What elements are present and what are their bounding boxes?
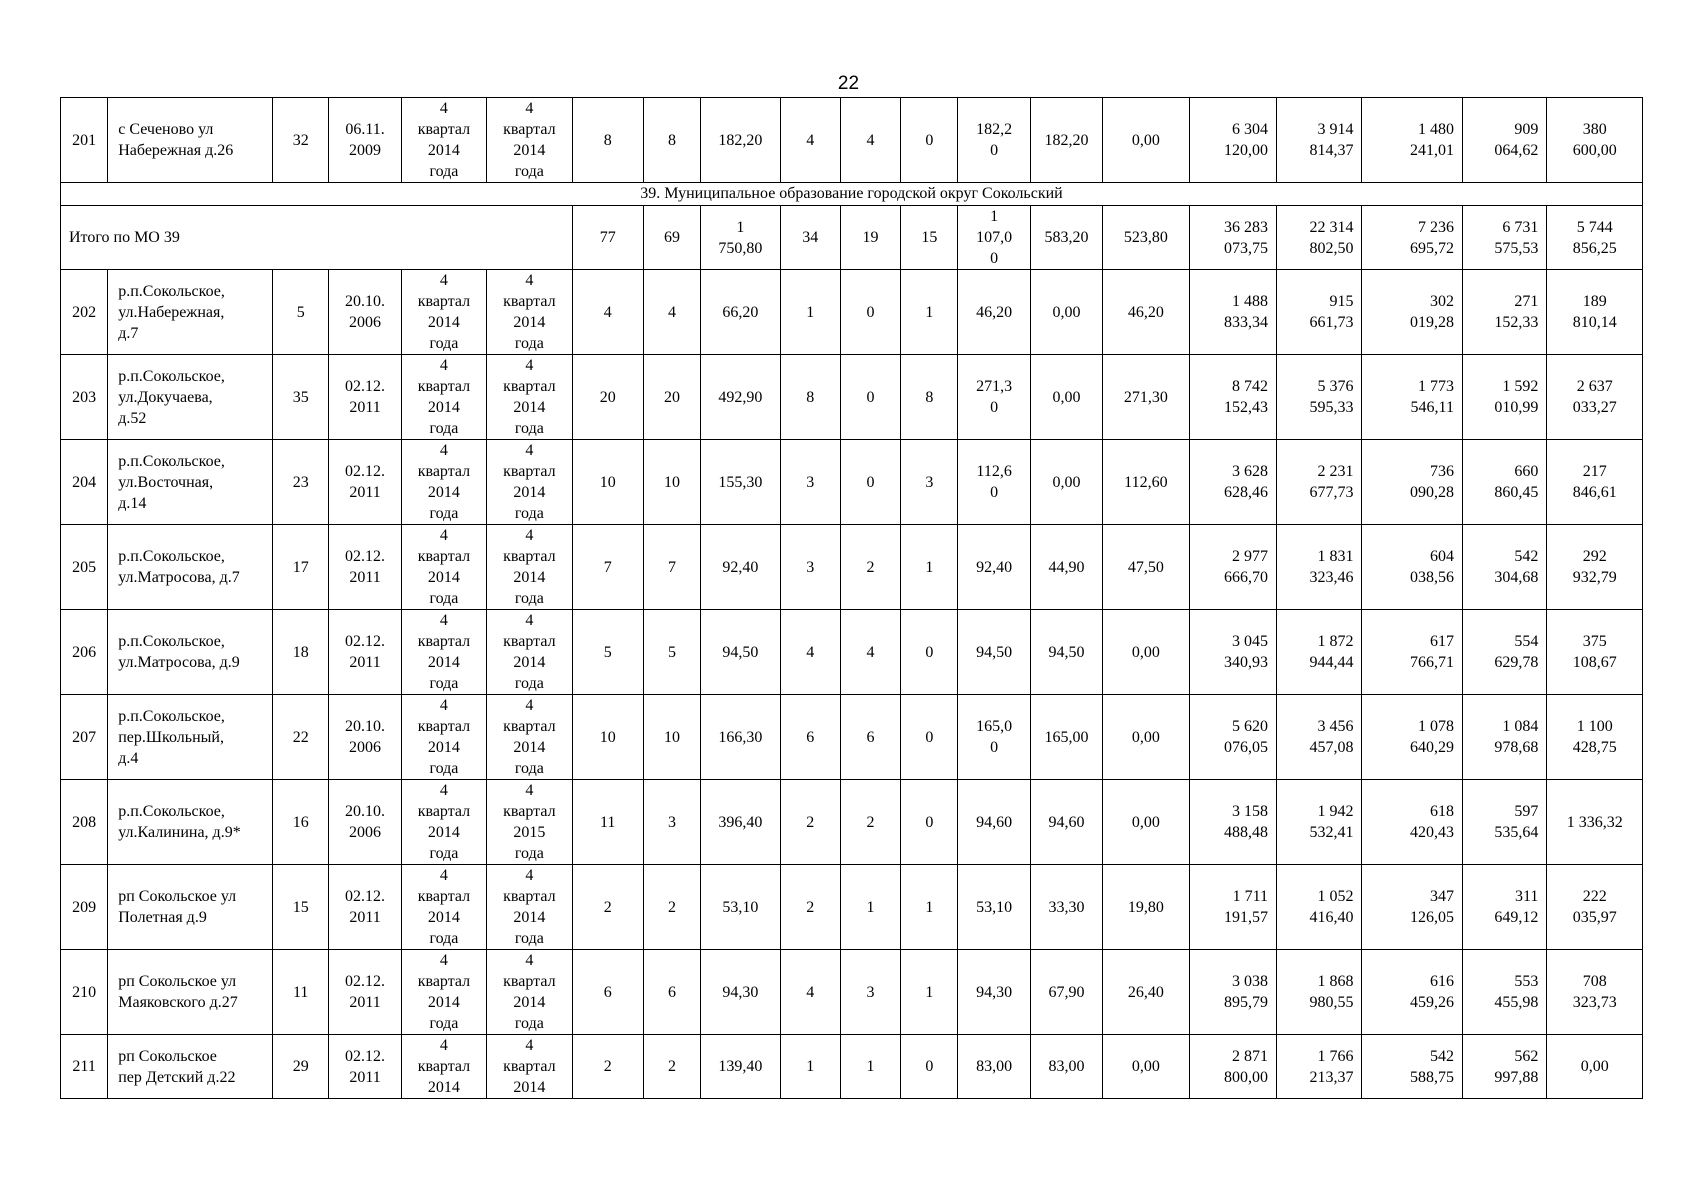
planned-date-cell: 4 квартал 2014 года (401, 780, 486, 865)
page-number: 22 (837, 73, 860, 94)
value-cell: 1 (901, 865, 958, 950)
value-cell: 375 108,67 (1547, 610, 1643, 695)
value-cell: 3 (643, 780, 700, 865)
value-cell: 1 052 416,40 (1277, 865, 1362, 950)
value-cell: 155,30 (701, 440, 780, 525)
value-cell: 0,00 (1030, 440, 1102, 525)
planned-date-cell: 4 квартал 2014 года (487, 440, 572, 525)
value-cell: 5 (643, 610, 700, 695)
value-cell: 617 766,71 (1362, 610, 1463, 695)
planned-date-cell: 4 квартал 2014 года (401, 610, 486, 695)
value-cell: 1 831 323,46 (1277, 525, 1362, 610)
value-cell: 10 (643, 695, 700, 780)
value-cell: 708 323,73 (1547, 950, 1643, 1035)
value-cell: 92,40 (701, 525, 780, 610)
value-cell: 1 488 833,34 (1189, 270, 1276, 355)
value-cell: 3 (901, 440, 958, 525)
row-number-cell: 205 (61, 525, 108, 610)
value-cell: 83,00 (1030, 1035, 1102, 1099)
document-number-cell: 16 (273, 780, 329, 865)
section-title: 39. Муниципальное образование городской округ Сокольский (61, 183, 1643, 206)
value-cell: 0 (901, 1035, 958, 1099)
document-date-cell: 20.10. 2006 (329, 270, 401, 355)
value-cell: 2 (572, 1035, 643, 1099)
row-number-cell: 209 (61, 865, 108, 950)
value-cell: 4 (780, 98, 840, 183)
value-cell: 396,40 (701, 780, 780, 865)
value-cell: 7 (572, 525, 643, 610)
section-row (61, 183, 1643, 206)
value-cell: 5 620 076,05 (1189, 695, 1276, 780)
value-cell: 3 914 814,37 (1277, 98, 1362, 183)
value-cell: 8 (572, 98, 643, 183)
value-cell: 2 231 677,73 (1277, 440, 1362, 525)
value-cell: 1 336,32 (1547, 780, 1643, 865)
table-row (61, 270, 1643, 355)
row-number-cell: 202 (61, 270, 108, 355)
planned-date-cell: 4 квартал 2014 года (401, 525, 486, 610)
value-cell: 553 455,98 (1462, 950, 1546, 1035)
planned-date-cell: 4 квартал 2014 года (487, 610, 572, 695)
value-cell: 915 661,73 (1277, 270, 1362, 355)
value-cell: 0 (901, 98, 958, 183)
value-cell: 1 766 213,37 (1277, 1035, 1362, 1099)
row-number-cell: 211 (61, 1035, 108, 1099)
value-cell: 3 (840, 950, 900, 1035)
value-cell: 217 846,61 (1547, 440, 1643, 525)
value-cell: 8 (901, 355, 958, 440)
value-cell: 94,60 (958, 780, 1030, 865)
value-cell: 1 773 546,11 (1362, 355, 1463, 440)
planned-date-cell: 4 квартал 2014 года (401, 98, 486, 183)
planned-date-cell: 4 квартал 2014 года (487, 525, 572, 610)
address-cell: р.п.Сокольское, ул.Калинина, д.9* (108, 780, 273, 865)
value-cell: 0,00 (1103, 610, 1189, 695)
value-cell: 3 456 457,08 (1277, 695, 1362, 780)
value-cell: 8 (780, 355, 840, 440)
total-label: Итого по МО 39 (61, 206, 573, 270)
planned-date-cell: 4 квартал 2014 года (401, 270, 486, 355)
value-cell: 3 045 340,93 (1189, 610, 1276, 695)
row-number-cell: 206 (61, 610, 108, 695)
total-value-cell: 15 (901, 206, 958, 270)
table-row (61, 610, 1643, 695)
value-cell: 2 637 033,27 (1547, 355, 1643, 440)
value-cell: 271,30 (1103, 355, 1189, 440)
value-cell: 2 (643, 1035, 700, 1099)
table-row (61, 695, 1643, 780)
value-cell: 66,20 (701, 270, 780, 355)
value-cell: 0 (901, 610, 958, 695)
value-cell: 4 (780, 950, 840, 1035)
table-row (61, 780, 1643, 865)
address-cell: рп Сокольское ул Маяковского д.27 (108, 950, 273, 1035)
value-cell: 1 (901, 950, 958, 1035)
value-cell: 189 810,14 (1547, 270, 1643, 355)
value-cell: 3 038 895,79 (1189, 950, 1276, 1035)
value-cell: 0 (840, 440, 900, 525)
address-cell: р.п.Сокольское, ул.Матросова, д.9 (108, 610, 273, 695)
value-cell: 4 (572, 270, 643, 355)
value-cell: 8 742 152,43 (1189, 355, 1276, 440)
row-number-cell: 210 (61, 950, 108, 1035)
value-cell: 311 649,12 (1462, 865, 1546, 950)
document-number-cell: 35 (273, 355, 329, 440)
total-row (61, 206, 1643, 270)
table-row (61, 355, 1643, 440)
value-cell: 6 (840, 695, 900, 780)
value-cell: 44,90 (1030, 525, 1102, 610)
value-cell: 6 304 120,00 (1189, 98, 1276, 183)
value-cell: 33,30 (1030, 865, 1102, 950)
value-cell: 165,00 (1030, 695, 1102, 780)
value-cell: 6 (643, 950, 700, 1035)
table-row (61, 525, 1643, 610)
value-cell: 19,80 (1103, 865, 1189, 950)
value-cell: 271 152,33 (1462, 270, 1546, 355)
total-value-cell: 22 314 802,50 (1277, 206, 1362, 270)
value-cell: 1 872 944,44 (1277, 610, 1362, 695)
value-cell: 67,90 (1030, 950, 1102, 1035)
table-row (61, 98, 1643, 183)
value-cell: 0,00 (1030, 270, 1102, 355)
value-cell: 4 (840, 610, 900, 695)
value-cell: 2 (840, 780, 900, 865)
value-cell: 0,00 (1103, 780, 1189, 865)
value-cell: 94,50 (1030, 610, 1102, 695)
value-cell: 562 997,88 (1462, 1035, 1546, 1099)
document-number-cell: 32 (273, 98, 329, 183)
value-cell: 1 078 640,29 (1362, 695, 1463, 780)
value-cell: 492,90 (701, 355, 780, 440)
planned-date-cell: 4 квартал 2014 (487, 1035, 572, 1099)
value-cell: 1 (901, 525, 958, 610)
value-cell: 271,3 0 (958, 355, 1030, 440)
value-cell: 0,00 (1030, 355, 1102, 440)
document-date-cell: 02.12. 2011 (329, 1035, 401, 1099)
planned-date-cell: 4 квартал 2014 года (487, 355, 572, 440)
value-cell: 2 (572, 865, 643, 950)
address-cell: р.п.Сокольское, ул.Докучаева, д.52 (108, 355, 273, 440)
document-number-cell: 18 (273, 610, 329, 695)
value-cell: 182,20 (701, 98, 780, 183)
total-value-cell: 523,80 (1103, 206, 1189, 270)
value-cell: 94,50 (958, 610, 1030, 695)
value-cell: 1 480 241,01 (1362, 98, 1463, 183)
value-cell: 83,00 (958, 1035, 1030, 1099)
value-cell: 618 420,43 (1362, 780, 1463, 865)
total-value-cell: 69 (643, 206, 700, 270)
value-cell: 46,20 (958, 270, 1030, 355)
value-cell: 3 628 628,46 (1189, 440, 1276, 525)
row-number-cell: 207 (61, 695, 108, 780)
value-cell: 1 (901, 270, 958, 355)
value-cell: 94,30 (958, 950, 1030, 1035)
document-date-cell: 06.11. 2009 (329, 98, 401, 183)
value-cell: 92,40 (958, 525, 1030, 610)
planned-date-cell: 4 квартал 2014 года (487, 865, 572, 950)
value-cell: 94,30 (701, 950, 780, 1035)
value-cell: 10 (643, 440, 700, 525)
housing-program-table (60, 97, 1643, 1099)
document-number-cell: 15 (273, 865, 329, 950)
total-value-cell: 1 750,80 (701, 206, 780, 270)
value-cell: 0 (840, 270, 900, 355)
table-row (61, 865, 1643, 950)
value-cell: 8 (643, 98, 700, 183)
document-date-cell: 02.12. 2011 (329, 865, 401, 950)
value-cell: 222 035,97 (1547, 865, 1643, 950)
document-number-cell: 29 (273, 1035, 329, 1099)
total-value-cell: 34 (780, 206, 840, 270)
value-cell: 542 588,75 (1362, 1035, 1463, 1099)
planned-date-cell: 4 квартал 2014 года (401, 355, 486, 440)
document-date-cell: 02.12. 2011 (329, 355, 401, 440)
value-cell: 2 (780, 865, 840, 950)
address-cell: р.п.Сокольское, пер.Школьный, д.4 (108, 695, 273, 780)
value-cell: 112,60 (1103, 440, 1189, 525)
document-number-cell: 22 (273, 695, 329, 780)
value-cell: 7 (643, 525, 700, 610)
value-cell: 112,6 0 (958, 440, 1030, 525)
address-cell: р.п.Сокольское, ул.Набережная, д.7 (108, 270, 273, 355)
value-cell: 53,10 (701, 865, 780, 950)
value-cell: 0,00 (1103, 1035, 1189, 1099)
table-row (61, 1035, 1643, 1099)
value-cell: 1 084 978,68 (1462, 695, 1546, 780)
value-cell: 10 (572, 695, 643, 780)
value-cell: 3 (780, 525, 840, 610)
value-cell: 2 871 800,00 (1189, 1035, 1276, 1099)
value-cell: 597 535,64 (1462, 780, 1546, 865)
value-cell: 616 459,26 (1362, 950, 1463, 1035)
value-cell: 182,20 (1030, 98, 1102, 183)
value-cell: 11 (572, 780, 643, 865)
value-cell: 1 942 532,41 (1277, 780, 1362, 865)
row-number-cell: 201 (61, 98, 108, 183)
value-cell: 53,10 (958, 865, 1030, 950)
value-cell: 1 592 010,99 (1462, 355, 1546, 440)
value-cell: 0 (901, 695, 958, 780)
value-cell: 6 (780, 695, 840, 780)
address-cell: р.п.Сокольское, ул.Восточная, д.14 (108, 440, 273, 525)
total-value-cell: 77 (572, 206, 643, 270)
value-cell: 139,40 (701, 1035, 780, 1099)
value-cell: 0,00 (1103, 98, 1189, 183)
address-cell: рп Сокольское пер Детский д.22 (108, 1035, 273, 1099)
value-cell: 182,2 0 (958, 98, 1030, 183)
document-date-cell: 20.10. 2006 (329, 780, 401, 865)
value-cell: 2 (643, 865, 700, 950)
value-cell: 166,30 (701, 695, 780, 780)
value-cell: 660 860,45 (1462, 440, 1546, 525)
value-cell: 1 711 191,57 (1189, 865, 1276, 950)
planned-date-cell: 4 квартал 2014 года (401, 440, 486, 525)
document-date-cell: 02.12. 2011 (329, 440, 401, 525)
value-cell: 4 (840, 98, 900, 183)
document-number-cell: 5 (273, 270, 329, 355)
value-cell: 4 (780, 610, 840, 695)
value-cell: 26,40 (1103, 950, 1189, 1035)
table-row (61, 440, 1643, 525)
value-cell: 0 (840, 355, 900, 440)
total-value-cell: 36 283 073,75 (1189, 206, 1276, 270)
row-number-cell: 203 (61, 355, 108, 440)
value-cell: 10 (572, 440, 643, 525)
value-cell: 1 (840, 1035, 900, 1099)
value-cell: 6 (572, 950, 643, 1035)
value-cell: 554 629,78 (1462, 610, 1546, 695)
planned-date-cell: 4 квартал 2014 года (487, 98, 572, 183)
total-value-cell: 19 (840, 206, 900, 270)
value-cell: 909 064,62 (1462, 98, 1546, 183)
document-number-cell: 23 (273, 440, 329, 525)
value-cell: 2 (780, 780, 840, 865)
value-cell: 736 090,28 (1362, 440, 1463, 525)
value-cell: 1 100 428,75 (1547, 695, 1643, 780)
document-date-cell: 02.12. 2011 (329, 610, 401, 695)
value-cell: 380 600,00 (1547, 98, 1643, 183)
planned-date-cell: 4 квартал 2014 года (487, 950, 572, 1035)
row-number-cell: 204 (61, 440, 108, 525)
value-cell: 47,50 (1103, 525, 1189, 610)
value-cell: 94,50 (701, 610, 780, 695)
total-value-cell: 583,20 (1030, 206, 1102, 270)
total-value-cell: 7 236 695,72 (1362, 206, 1463, 270)
document-date-cell: 20.10. 2006 (329, 695, 401, 780)
value-cell: 1 (780, 1035, 840, 1099)
value-cell: 0,00 (1103, 695, 1189, 780)
address-cell: рп Сокольское ул Полетная д.9 (108, 865, 273, 950)
value-cell: 0,00 (1547, 1035, 1643, 1099)
planned-date-cell: 4 квартал 2014 года (401, 865, 486, 950)
row-number-cell: 208 (61, 780, 108, 865)
value-cell: 2 (840, 525, 900, 610)
document-date-cell: 02.12. 2011 (329, 525, 401, 610)
document-number-cell: 17 (273, 525, 329, 610)
value-cell: 1 (780, 270, 840, 355)
value-cell: 604 038,56 (1362, 525, 1463, 610)
document-number-cell: 11 (273, 950, 329, 1035)
address-cell: с Сеченово ул Набережная д.26 (108, 98, 273, 183)
value-cell: 4 (643, 270, 700, 355)
total-value-cell: 6 731 575,53 (1462, 206, 1546, 270)
planned-date-cell: 4 квартал 2014 (401, 1035, 486, 1099)
value-cell: 302 019,28 (1362, 270, 1463, 355)
value-cell: 46,20 (1103, 270, 1189, 355)
planned-date-cell: 4 квартал 2014 года (487, 270, 572, 355)
value-cell: 3 (780, 440, 840, 525)
value-cell: 94,60 (1030, 780, 1102, 865)
planned-date-cell: 4 квартал 2014 года (401, 950, 486, 1035)
value-cell: 3 158 488,48 (1189, 780, 1276, 865)
total-value-cell: 5 744 856,25 (1547, 206, 1643, 270)
value-cell: 0 (901, 780, 958, 865)
value-cell: 5 (572, 610, 643, 695)
value-cell: 292 932,79 (1547, 525, 1643, 610)
address-cell: р.п.Сокольское, ул.Матросова, д.7 (108, 525, 273, 610)
value-cell: 20 (572, 355, 643, 440)
planned-date-cell: 4 квартал 2015 года (487, 780, 572, 865)
value-cell: 20 (643, 355, 700, 440)
value-cell: 5 376 595,33 (1277, 355, 1362, 440)
value-cell: 347 126,05 (1362, 865, 1463, 950)
value-cell: 2 977 666,70 (1189, 525, 1276, 610)
value-cell: 1 868 980,55 (1277, 950, 1362, 1035)
planned-date-cell: 4 квартал 2014 года (487, 695, 572, 780)
document-date-cell: 02.12. 2011 (329, 950, 401, 1035)
value-cell: 1 (840, 865, 900, 950)
total-value-cell: 1 107,0 0 (958, 206, 1030, 270)
table-row (61, 950, 1643, 1035)
value-cell: 165,0 0 (958, 695, 1030, 780)
value-cell: 542 304,68 (1462, 525, 1546, 610)
planned-date-cell: 4 квартал 2014 года (401, 695, 486, 780)
